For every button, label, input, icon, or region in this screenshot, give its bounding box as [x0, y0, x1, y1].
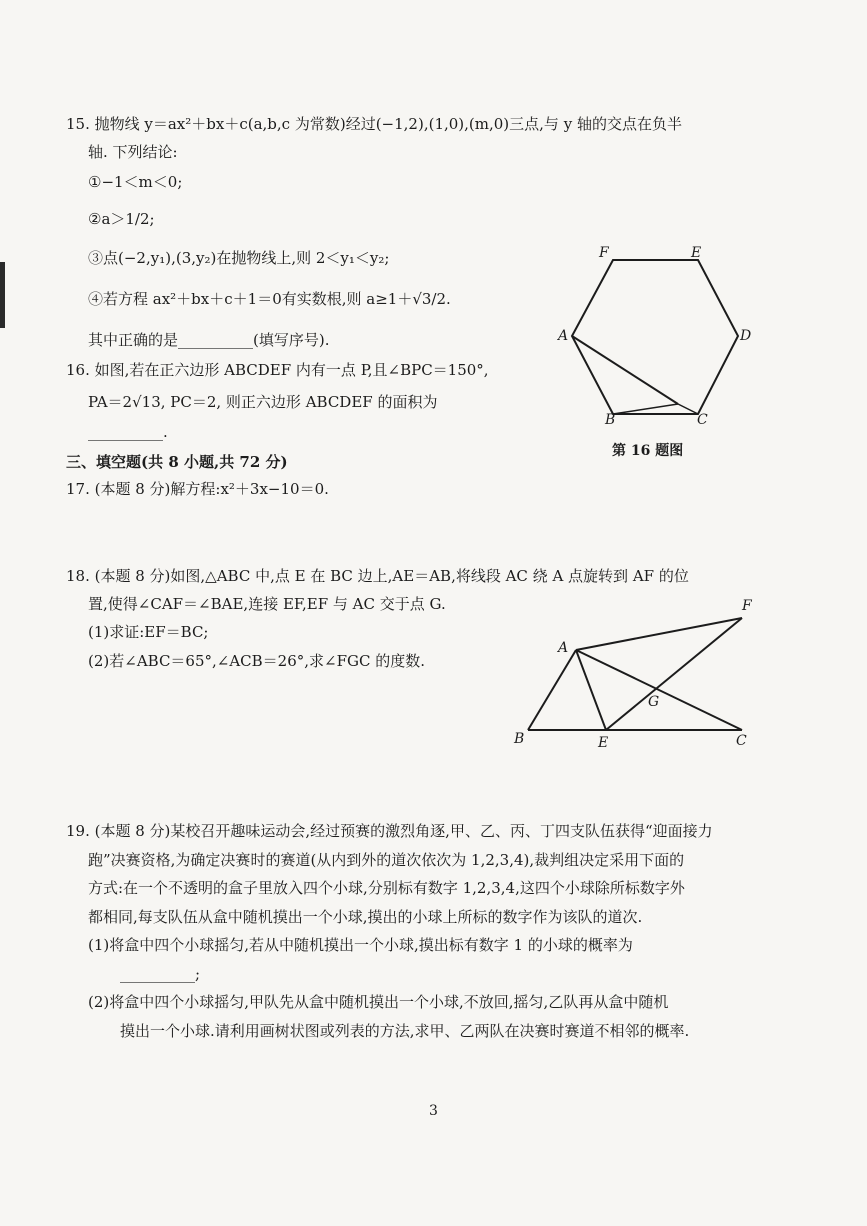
q15-conclusion-4: ④若方程 ax²＋bx＋c＋1＝0有实数根,则 a≥1＋√3/2.: [88, 290, 451, 308]
q18-line1: 18. (本题 8 分)如图,△ABC 中,点 E 在 BC 边上,AE＝AB,将线段 AC 绕 A 点旋转到 AF 的位: [66, 567, 689, 585]
q19-part2: (2)将盒中四个小球摇匀,甲队先从盒中随机摸出一个小球,不放回,摇匀,乙队再从盒中随机: [88, 993, 669, 1011]
label-E: E: [598, 735, 609, 750]
segment-PC: [678, 404, 698, 414]
label-C: C: [736, 733, 747, 749]
q19-line4: 都相同,每支队伍从盒中随机摸出一个小球,摸出的小球上所标的数字作为该队的道次.: [88, 908, 643, 926]
q17-text: 17. (本题 8 分)解方程:x²＋3x−10＝0.: [66, 480, 329, 498]
label-B: B: [514, 731, 525, 747]
label-G: G: [648, 694, 660, 710]
q18-part2: (2)若∠ABC＝65°,∠ACB＝26°,求∠FGC 的度数.: [88, 652, 426, 670]
q15-line2: 轴. 下列结论:: [88, 143, 178, 161]
label-E: E: [691, 245, 702, 261]
q19-line3: 方式:在一个不透明的盒子里放入四个小球,分别标有数字 1,2,3,4,这四个小球除所标数字外: [88, 879, 685, 897]
label-D: D: [740, 328, 752, 344]
q15-conclusion-1: ①−1＜m＜0;: [88, 173, 183, 191]
q19-part1: (1)将盒中四个小球摇匀,若从中随机摸出一个小球,摸出标有数字 1 的小球的概率为: [88, 936, 633, 954]
q19-line1: 19. (本题 8 分)某校召开趣味运动会,经过预赛的激烈角逐,甲、乙、丙、丁四支队伍获得“迎面接力: [66, 822, 713, 840]
q18-line2: 置,使得∠CAF＝∠BAE,连接 EF,EF 与 AC 交于点 G.: [88, 595, 446, 613]
label-F: F: [599, 245, 609, 261]
segment-PB: [613, 404, 678, 414]
label-A: A: [558, 328, 569, 344]
q16-line3: __________.: [88, 423, 168, 441]
q18-part1: (1)求证:EF＝BC;: [88, 623, 209, 641]
scan-edge-mark: [0, 262, 5, 328]
q16-hexagon-figure: [550, 238, 760, 438]
hexagon-shape: [572, 260, 738, 414]
q19-line2: 跑”决赛资格,为确定决赛时的赛道(从内到外的道次依次为 1,2,3,4),裁判组决定采用下面的: [88, 851, 685, 869]
q15-line1: 15. 抛物线 y＝ax²＋bx＋c(a,b,c 为常数)经过(−1,2),(1,0),(m,0)三点,与 y 轴的交点在负半: [66, 115, 682, 133]
q15-conclusion-3: ③点(−2,y₁),(3,y₂)在抛物线上,则 2＜y₁＜y₂;: [88, 249, 390, 267]
segment-PA: [572, 336, 678, 404]
q18-triangle-figure: [508, 590, 770, 750]
q15-question: 其中正确的是__________(填写序号).: [88, 331, 330, 349]
segment-AB: [528, 650, 576, 730]
q16-line2: PA＝2√13, PC＝2, 则正六边形 ABCDEF 的面积为: [88, 393, 438, 411]
label-F: F: [742, 598, 752, 614]
label-B: B: [605, 412, 616, 428]
section3-heading: 三、填空题(共 8 小题,共 72 分): [66, 453, 288, 471]
page-number: 3: [429, 1103, 438, 1119]
segment-AF: [576, 618, 742, 650]
label-C: C: [697, 412, 708, 428]
q19-part2-cont: 摸出一个小球.请利用画树状图或列表的方法,求甲、乙两队在决赛时赛道不相邻的概率.: [120, 1022, 690, 1040]
q15-conclusion-2: ②a＞1/2;: [88, 210, 155, 228]
q16-figure-caption: 第 16 题图: [612, 443, 684, 459]
label-A: A: [558, 640, 569, 656]
q19-part1-blank: __________;: [120, 965, 201, 983]
q16-line1: 16. 如图,若在正六边形 ABCDEF 内有一点 P,且∠BPC＝150°,: [66, 361, 489, 379]
